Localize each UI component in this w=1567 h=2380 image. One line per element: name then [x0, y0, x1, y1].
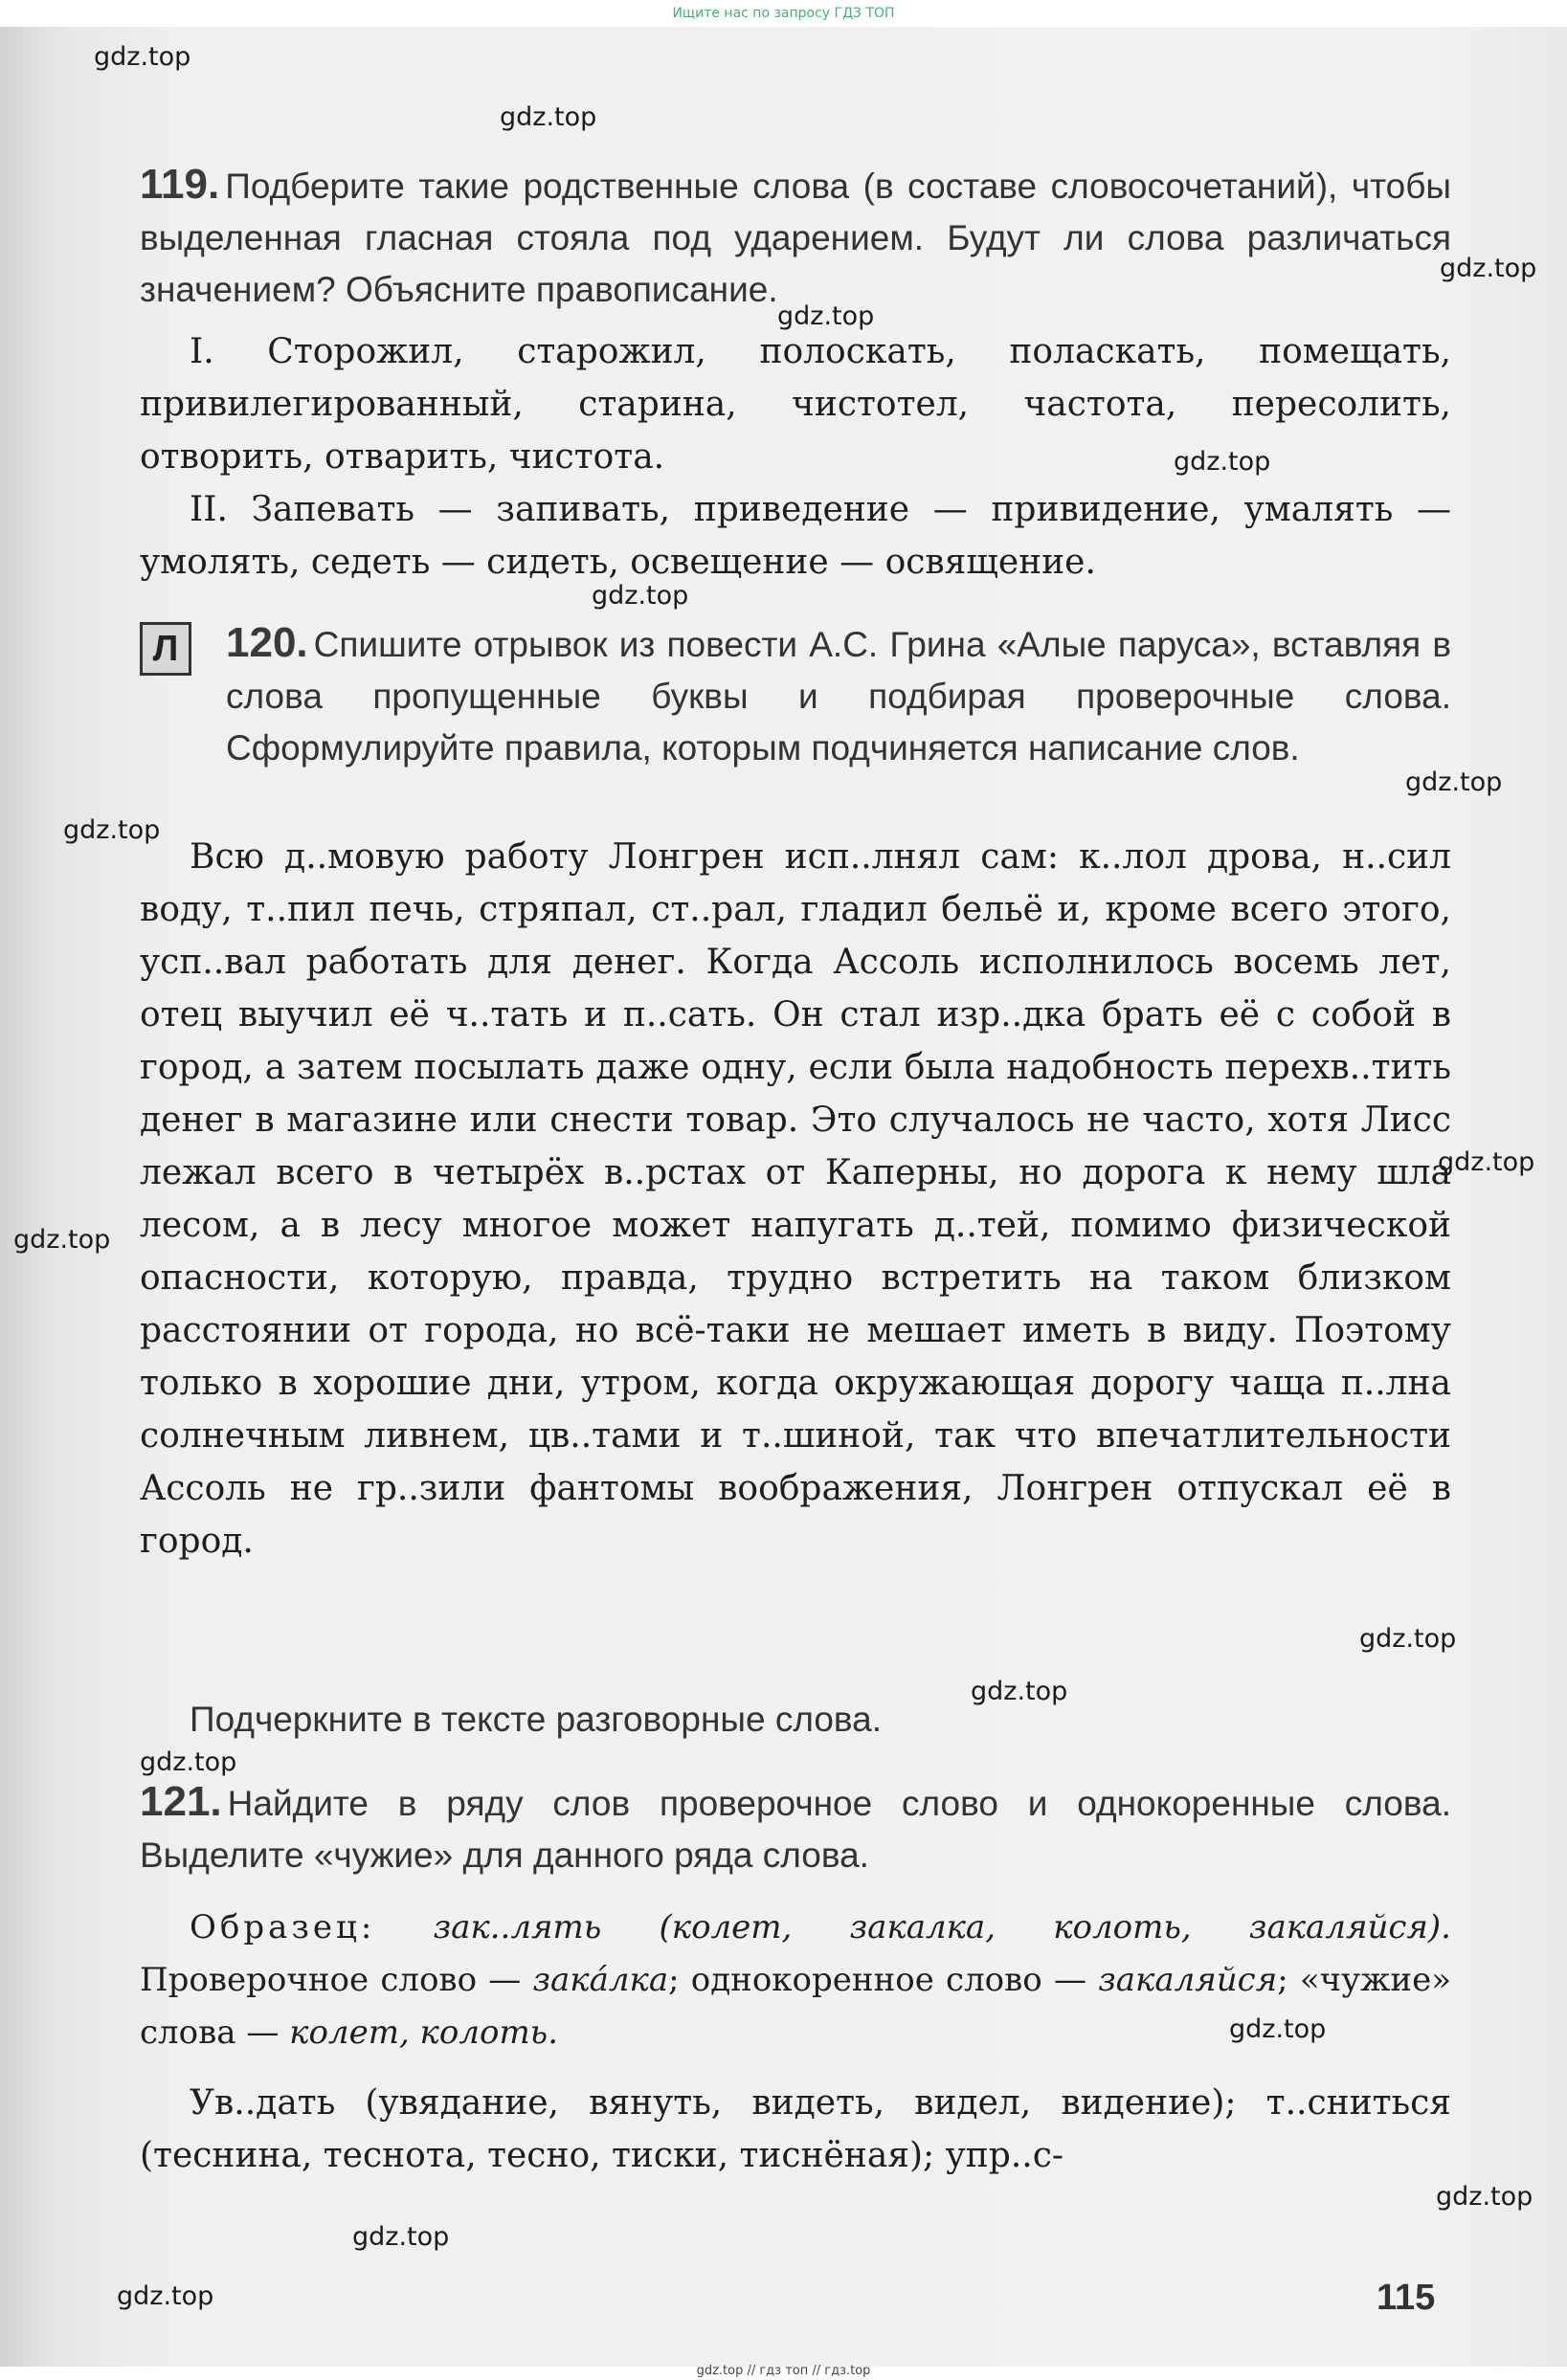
task-text: Спишите отрывок из повести А.С. Грина «Алые паруса», вставляя в слова пропущенные буквы и подбирая проверочные слова. Сформулируйте правила, которым подчиняется написание слов. [226, 625, 1451, 767]
sample-text: ; однокоренное слово — [668, 1961, 1086, 1999]
sample-text: Проверочное слово — [140, 1961, 522, 1999]
exercise-120-note: Подчеркните в тексте разговорные слова. [190, 1700, 883, 1739]
exercise-121-rows: Ув..дать (увядание, вянуть, видеть, видел, видение); т..сниться (теснина, теснота, тесно, тиски, тиснёная); упр..с- [140, 2083, 1451, 2175]
task-text: Найдите в ряду слов проверочное слово и однокоренные слова. Выделите «чужие» для данного ряда слова. [140, 1784, 1451, 1875]
watermark: gdz.top [352, 2222, 450, 2252]
watermark: gdz.top [592, 581, 689, 611]
exercise-121-task [140, 1776, 1451, 1881]
exercise-number: 119. [140, 161, 220, 208]
exercise-number: 121. [140, 1778, 222, 1825]
sample-check-word: закáлка [532, 1961, 669, 1999]
watermark: gdz.top [1438, 1147, 1535, 1177]
task-text: Подберите такие родственные слова (в составе словосочетаний), чтобы выделенная гласная стояла под ударением. Будут ли слова различаться значением? Объясните правописание. [140, 167, 1451, 309]
sample-alien-words: колет, колоть. [289, 2013, 559, 2052]
watermark: gdz.top [500, 102, 597, 132]
bottom-banner[interactable]: gdz.top // гдз топ // гдз.top [696, 2364, 871, 2378]
watermark: gdz.top [1229, 2014, 1327, 2044]
exercise-119-part2: II. Запевать — запивать, приведение — привидение, умалять — умолять, седеть — сидеть, освещение — освящение. [140, 490, 1451, 582]
watermark: gdz.top [63, 815, 161, 845]
sample-list: (колет, закалка, колоть, закаляйся). [659, 1908, 1451, 1946]
watermark: gdz.top [140, 1747, 237, 1777]
watermark: gdz.top [1174, 447, 1271, 477]
sample-root-word: закаляйся [1098, 1961, 1278, 1999]
literature-badge: Л [140, 622, 191, 676]
watermark: gdz.top [1405, 767, 1503, 797]
watermark: gdz.top [117, 2281, 214, 2311]
watermark: gdz.top [1359, 1624, 1457, 1654]
exercise-120-excerpt: Всю д..мовую работу Лонгрен исп..лнял сам: к..лол дрова, н..сил воду, т..пил печь, стряпал, ст..рал, гладил бельё и, кроме всего этого, усп..вал работать для денег. Когда Ассоль исполнилось восемь лет, отец выучил её ч..тать и п..сать. Он стал изр..дка брать её с собой в город, а затем посылать даже одну, если была надобность перехв..тить денег в магазине или снести товар. Это случалось не часто, хотя Лисс лежал всего в четырёх в..рстах от Каперны, но дорога к нему шла лесом, а в лесу многое может напугать д..тей, помимо физической опасности, которую, правда, трудно встретить на таком близком расстоянии от города, но всё-таки не мешает иметь в виду. Поэтому только в хорошие дни, утром, когда окружающая дорогу чаща п..лна солнечным ливнем, цв..тами и т..шиной, так что впечатлительности Ассоль не гр..зили фантомы воображения, Лонгрен отпускал её в город. [140, 837, 1451, 1561]
watermark: gdz.top [94, 42, 191, 72]
exercise-number: 120. [226, 619, 308, 666]
top-banner[interactable]: Ищите нас по запросу ГДЗ ТОП [672, 6, 895, 21]
exercise-119-task [140, 159, 1451, 316]
sample-label: Образец: [190, 1908, 376, 1946]
page-number: 115 [1377, 2278, 1436, 2318]
sample-word: зак..лять [433, 1908, 602, 1946]
watermark: gdz.top [777, 301, 875, 331]
exercise-120-task [226, 617, 1451, 774]
exercise-119-part1: I. Сторожил, старожил, полоскать, поласкать, помещать, привилегированный, старина, чистотел, частота, пересолить, отворить, отварить, чистота. [140, 332, 1451, 477]
watermark: gdz.top [1440, 254, 1537, 283]
sample-text: ; «чужие» слова — [140, 1961, 1452, 2052]
watermark: gdz.top [1436, 2182, 1533, 2212]
watermark: gdz.top [13, 1225, 111, 1255]
watermark: gdz.top [971, 1677, 1068, 1706]
exercise-121-sample [140, 1902, 1451, 2059]
